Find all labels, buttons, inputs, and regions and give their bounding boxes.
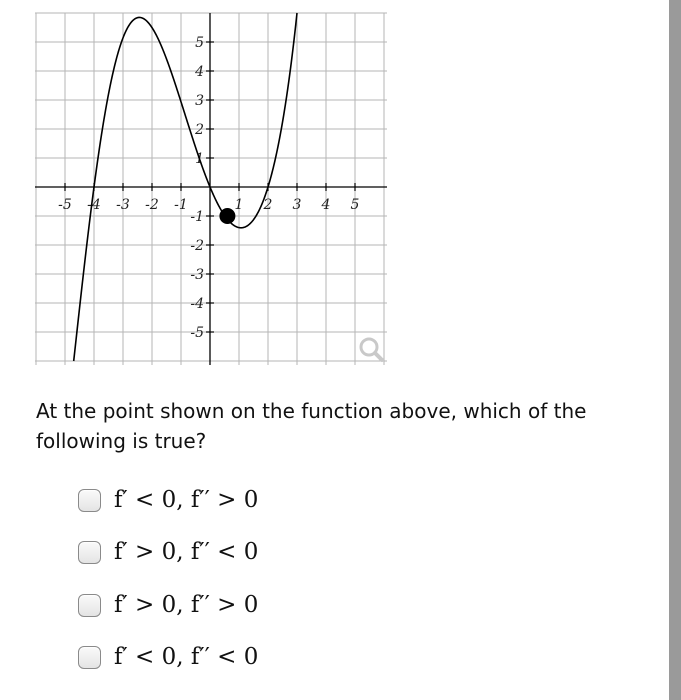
option-checkbox[interactable] xyxy=(78,594,101,617)
y-tick-label: -5 xyxy=(190,325,204,341)
marked-point xyxy=(219,208,235,224)
x-tick-label: -5 xyxy=(58,197,72,213)
x-tick-label: 4 xyxy=(321,197,331,213)
answer-option[interactable] xyxy=(78,640,258,674)
x-tick-label: -1 xyxy=(174,197,188,213)
function-graph xyxy=(35,13,387,365)
option-label: f′ > 0, f′′ < 0 xyxy=(114,539,259,565)
y-tick-label: -1 xyxy=(190,209,204,225)
option-label: f′ < 0, f′′ > 0 xyxy=(114,487,259,513)
option-checkbox[interactable] xyxy=(78,541,101,564)
x-tick-label: -4 xyxy=(87,197,101,213)
x-tick-label: 5 xyxy=(350,197,360,213)
graph-svg xyxy=(35,13,387,365)
y-tick-label: -4 xyxy=(190,296,204,312)
y-tick-label: -3 xyxy=(190,267,204,283)
y-tick-label: 5 xyxy=(195,35,204,51)
magnifier-icon[interactable] xyxy=(361,339,382,360)
answer-option[interactable] xyxy=(78,483,258,517)
x-tick-label: -3 xyxy=(116,197,130,213)
y-tick-label: 1 xyxy=(195,151,204,167)
question-text: At the point shown on the function above, which of the following is true? xyxy=(36,399,587,453)
y-tick-label: 4 xyxy=(195,64,204,80)
x-tick-label: 1 xyxy=(234,197,244,213)
option-label: f′ > 0, f′′ > 0 xyxy=(114,592,259,618)
option-checkbox[interactable] xyxy=(78,489,101,512)
option-checkbox[interactable] xyxy=(78,646,101,669)
y-tick-label: -2 xyxy=(190,238,204,254)
x-tick-label: 3 xyxy=(292,197,302,213)
page-scrollbar[interactable] xyxy=(669,0,681,700)
y-tick-label: 2 xyxy=(195,122,204,138)
y-tick-label: 3 xyxy=(195,93,204,109)
magnifier-handle xyxy=(375,353,382,360)
x-tick-label: 2 xyxy=(263,197,273,213)
answer-option[interactable] xyxy=(78,535,258,569)
answer-option[interactable] xyxy=(78,588,258,622)
option-label: f′ < 0, f′′ < 0 xyxy=(114,644,259,670)
x-tick-label: -2 xyxy=(145,197,159,213)
